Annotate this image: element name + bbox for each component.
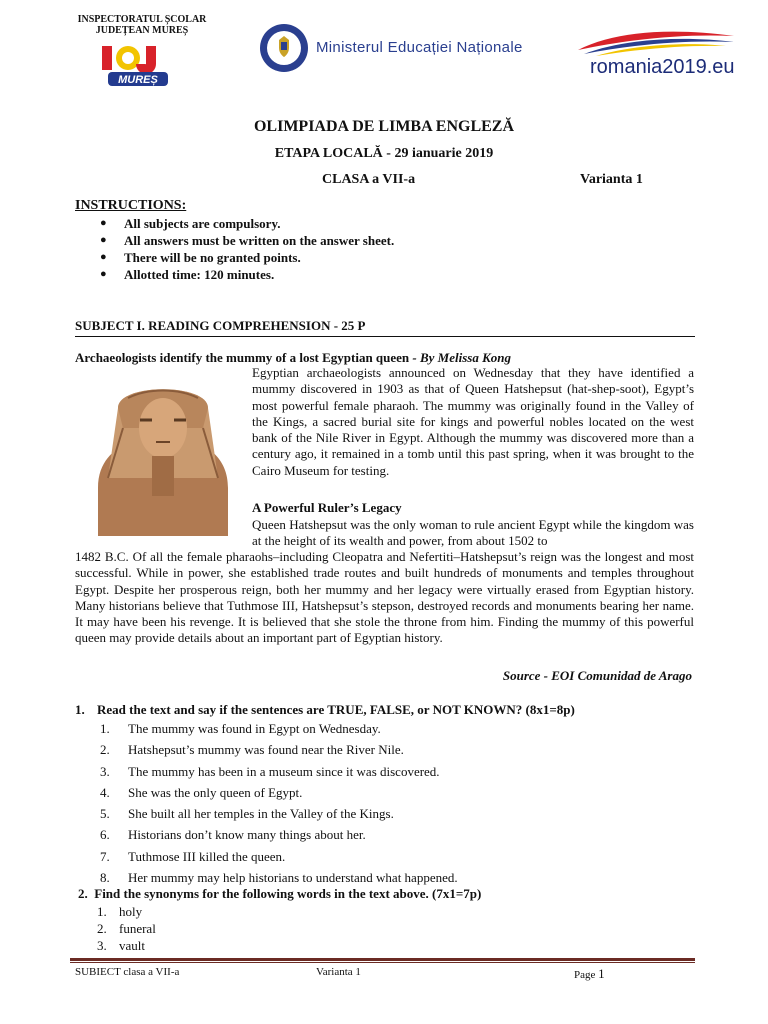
list-item: 7. Tuthmose III killed the queen. [100,848,286,864]
list-item: 3. vault [97,938,145,953]
question-text: Read the text and say if the sentences are TRUE, FALSE, or NOT KNOWN? (8x1=8p) [97,702,575,717]
subject-heading: SUBJECT I. READING COMPREHENSION - 25 P [75,318,695,337]
list-item: 8. Her mummy may help historians to understand what happened. [100,870,458,886]
article-paragraph-2b: 1482 B.C. Of all the female pharaohs–including Cleopatra and Nefertiti–Hatshepsut’s reign was the longest and most successful. While in power, she established trade routes and built hundreds of monuments and temples throughout Egypt. Despite her prosperous reign, both her mummy and her legacy were virtually erased from Egyptian history. Many historians believe that Tuthmose III, Hatshepsut’s stepson, destroyed records and monuments bearing her name. It may have been his revenge. It is believed that she stole the throne from him. Finding the mummy of this powerful queen may provide details about an important part of Egyptian history. [75,549,694,646]
question-1 [75,702,575,718]
footer-page-number: 1 [598,966,605,981]
isj-name: INSPECTORATUL ȘCOLAR JUDEȚEAN MUREȘ [77,14,207,36]
romania2019-swoosh-icon [576,28,736,58]
question-1-items [100,718,458,888]
presidency-site: romania2019.eu [590,56,735,78]
list-item: 2. funeral [97,921,156,936]
isj-mures-logo [98,40,176,90]
instruction-item: ● There will be no granted points. [100,249,394,266]
question-2 [78,886,481,902]
footer-variant: Varianta 1 [316,966,361,978]
question-2-items [97,903,156,954]
footer-subject: SUBIECT clasa a VII-a [75,966,180,978]
list-item: 1. The mummy was found in Egypt on Wednesday. [100,721,381,736]
exam-variant: Varianta 1 [580,172,643,187]
header-logos [0,0,768,100]
instruction-item: ● All subjects are compulsory. [100,215,394,232]
article-title [75,350,511,366]
exam-title: OLIMPIADA DE LIMBA ENGLEZĂ [253,118,515,135]
pharaoh-statue-image [78,368,248,536]
list-item: 6. Historians don’t know many things about her. [100,827,366,843]
list-item: 3. The mummy has been in a museum since it was discovered. [100,763,440,779]
list-item: 4. She was the only queen of Egypt. [100,784,303,800]
list-item: 2. Hatshepsut’s mummy was found near the River Nile. [100,742,404,758]
list-item: 1. holy [97,904,143,919]
article-headline: Archaeologists identify the mummy of a lost Egyptian queen [75,350,410,365]
footer-divider [70,958,695,961]
question-number: 2. [78,886,88,901]
article-paragraph-2a: Queen Hatshepsut was the only woman to rule ancient Egypt while the kingdom was at the height of its wealth and power, from about 1502 to [252,517,694,549]
footer-divider-thin [70,962,695,963]
article-subheading: A Powerful Ruler’s Legacy [252,500,402,515]
instructions-title: INSTRUCTIONS: [75,198,187,213]
footer-page-label: Page [574,969,596,981]
exam-class: CLASA a VII-a [322,172,416,187]
article-paragraph-1: Egyptian archaeologists announced on Wednesday that they have identified a mummy discovered in 1903 as that of Queen Hatshepsut (hat-shep-soot), Egypt’s most powerful female pharaoh. The mummy was originally found in the Valley of the Kings, a sacred burial site for kings and powerful nobles located on the west bank of the Nile River in Egypt. Although the mummy was discovered more than a century ago, it remained in a tomb until this past spring, when it was brought to the Cairo Museum for testing. [252,365,694,478]
article-byline: - By Melissa Kong [409,350,511,365]
instructions-list [100,215,394,283]
question-text: Find the synonyms for the following words in the text above. (7x1=7p) [94,886,482,901]
question-number: 1. [75,702,85,717]
government-seal-icon [258,22,310,74]
instruction-item: ● Allotted time: 120 minutes. [100,266,394,283]
instruction-item: ● All answers must be written on the answer sheet. [100,232,394,249]
list-item: 5. She built all her temples in the Valley of the Kings. [100,806,394,822]
ministry-name: Ministerul Educației Naționale [316,39,523,56]
article-source: Source - EOI Comunidad de Arago [502,668,692,683]
isj-logo-text: MUREȘ [118,74,158,86]
footer-page [574,966,605,982]
exam-stage: ETAPA LOCALĂ - 29 ianuarie 2019 [274,146,494,161]
